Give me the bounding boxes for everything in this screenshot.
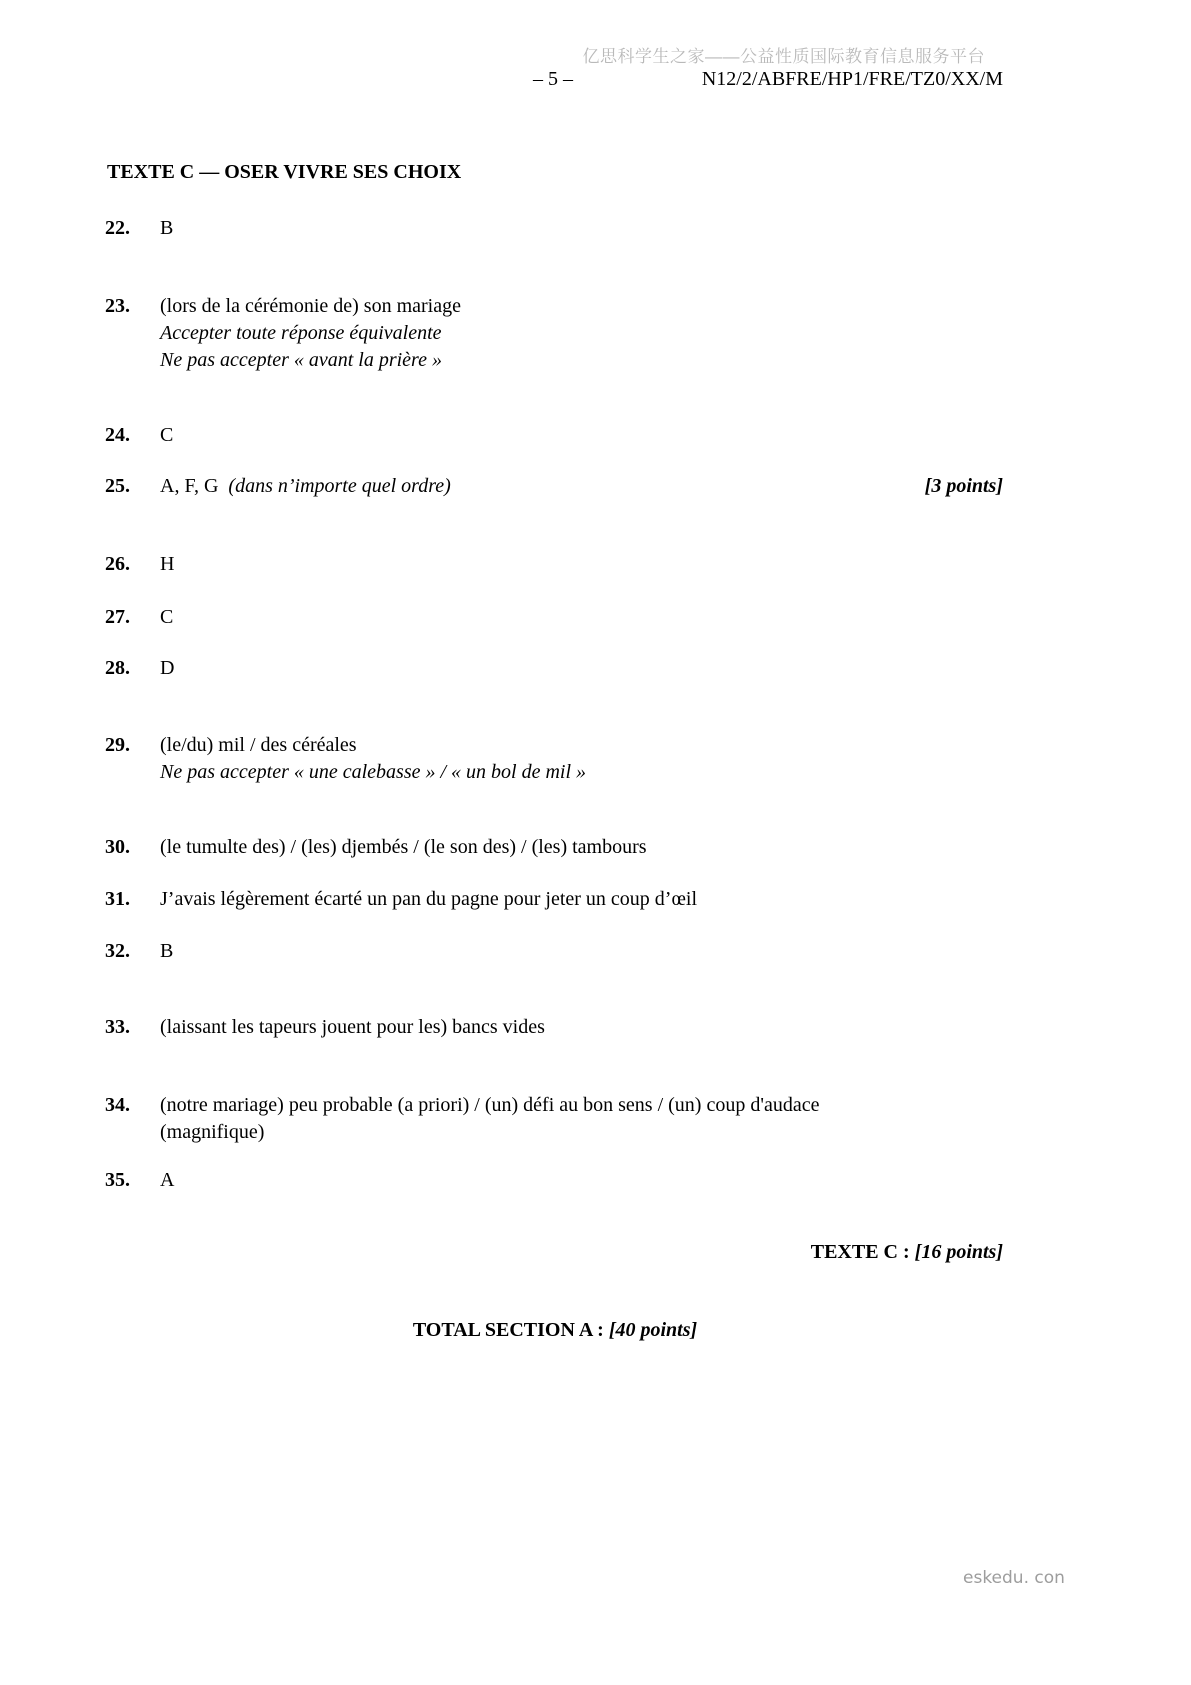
answer-number: 35. xyxy=(105,1169,130,1191)
section-a-total xyxy=(0,1319,1110,1342)
answer-text: D xyxy=(160,657,175,679)
answer-row-30 xyxy=(105,834,1031,861)
section-title: TEXTE C — OSER VIVRE SES CHOIX xyxy=(107,161,462,183)
answer-row-25 xyxy=(105,473,1003,500)
marking-note-inline: (dans n’importe quel ordre) xyxy=(228,475,451,497)
answer-number: 23. xyxy=(105,295,130,317)
answer-text: C xyxy=(160,606,174,628)
answer-text: A, F, G xyxy=(160,475,219,497)
answer-text: (lors de la cérémonie de) son mariage xyxy=(160,295,461,317)
answer-number: 30. xyxy=(105,836,130,858)
answer-row-23 xyxy=(105,293,1031,374)
answer-row-34 xyxy=(105,1092,1031,1146)
section-a-total-label: TOTAL SECTION A : xyxy=(412,1319,604,1341)
bottom-watermark: eskedu. con xyxy=(963,1568,1065,1588)
answer-number: 33. xyxy=(105,1016,130,1038)
texte-c-total-points: [16 points] xyxy=(914,1241,1003,1263)
answer-text: (laissant les tapeurs jouent pour les) bancs vides xyxy=(160,1016,545,1038)
answer-number: 29. xyxy=(105,734,130,756)
answer-number: 25. xyxy=(105,475,130,497)
answer-row-33 xyxy=(105,1014,1031,1041)
answer-number: 27. xyxy=(105,606,130,628)
answer-row-28 xyxy=(105,655,1031,682)
answer-number: 22. xyxy=(105,217,130,239)
answer-row-31 xyxy=(105,886,1031,913)
answer-text-line2: (magnifique) xyxy=(160,1121,265,1143)
answer-text: B xyxy=(160,940,174,962)
answer-text: C xyxy=(160,424,174,446)
answer-number: 34. xyxy=(105,1094,130,1116)
marking-note: Ne pas accepter « une calebasse » / « un bol de mil » xyxy=(160,761,587,783)
answer-number: 32. xyxy=(105,940,130,962)
page-number: – 5 – xyxy=(533,68,573,90)
answer-row-27 xyxy=(105,604,1031,631)
section-a-total-points: [40 points] xyxy=(608,1319,698,1341)
answer-row-35 xyxy=(105,1167,1031,1194)
answer-row-24 xyxy=(105,422,1031,449)
answer-number: 26. xyxy=(105,553,130,575)
texte-c-total xyxy=(811,1241,1003,1264)
answer-text: A xyxy=(160,1169,175,1191)
top-watermark: 亿思科学生之家——公益性质国际教育信息服务平台 xyxy=(582,47,985,66)
answer-row-29 xyxy=(105,732,1031,786)
answer-text: (notre mariage) peu probable (a priori) / (un) défi au bon sens / (un) coup d'audace xyxy=(160,1094,820,1116)
answer-text: H xyxy=(160,553,175,575)
points-badge: [3 points] xyxy=(924,475,1003,497)
texte-c-total-label: TEXTE C : xyxy=(810,1241,910,1263)
answer-row-22 xyxy=(105,215,1031,242)
answer-number: 24. xyxy=(105,424,130,446)
answer-text: B xyxy=(160,217,174,239)
paper-code: N12/2/ABFRE/HP1/FRE/TZ0/XX/M xyxy=(701,68,1003,90)
answer-number: 31. xyxy=(105,888,130,910)
answer-row-32 xyxy=(105,938,1031,965)
marking-note: Ne pas accepter « avant la prière » xyxy=(160,349,442,371)
answer-number: 28. xyxy=(105,657,130,679)
answer-text: (le tumulte des) / (les) djembés / (le son des) / (les) tambours xyxy=(160,836,647,858)
marking-note: Accepter toute réponse équivalente xyxy=(160,322,442,344)
answer-row-26 xyxy=(105,551,1031,578)
answer-text: J’avais légèrement écarté un pan du pagne pour jeter un coup d’œil xyxy=(160,888,698,910)
answer-text: (le/du) mil / des céréales xyxy=(160,734,357,756)
